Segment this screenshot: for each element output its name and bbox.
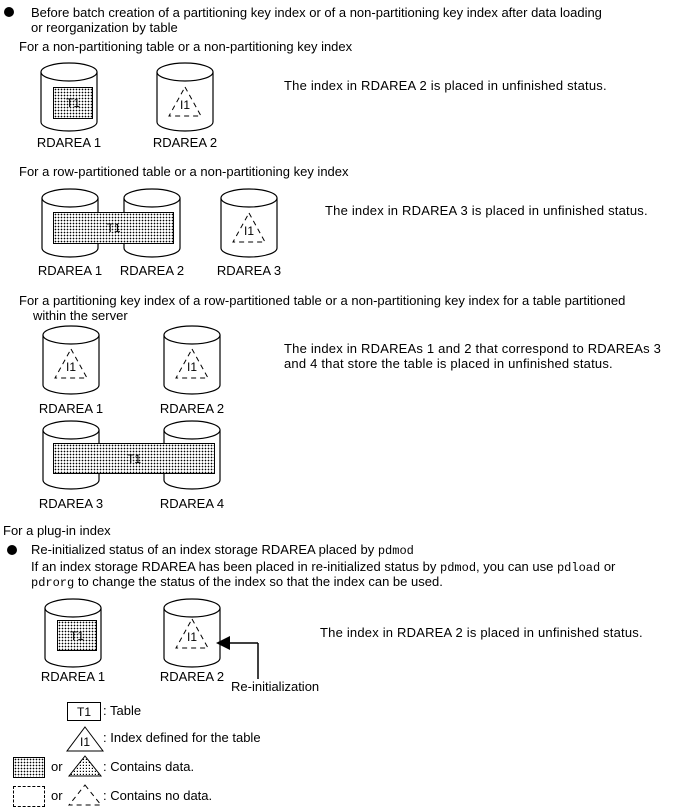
section3-caption-line2: within the server bbox=[33, 308, 128, 323]
table-box bbox=[57, 620, 97, 651]
index-triangle bbox=[174, 347, 210, 380]
table-box bbox=[53, 87, 93, 119]
rdarea-label: RDAREA 2 bbox=[159, 669, 225, 684]
index-triangle bbox=[167, 85, 203, 118]
re-initialization-arrow-icon bbox=[214, 633, 264, 681]
rdarea-label: RDAREA 1 bbox=[37, 263, 103, 278]
section3-note-line2: and 4 that store the table is placed in unfinished status. bbox=[284, 356, 613, 371]
legend-contains-no-data-text: : Contains no data. bbox=[103, 788, 213, 803]
index-triangle bbox=[53, 347, 89, 380]
legend-table-symbol bbox=[67, 702, 101, 721]
legend-or-text: or bbox=[51, 759, 63, 774]
rdarea-label: RDAREA 1 bbox=[40, 669, 106, 684]
plugin-heading: Re-initialized status of an index storage RDAREA placed by pdmod bbox=[31, 542, 414, 558]
arrow-label: Re-initialization bbox=[231, 679, 320, 694]
rdarea-label: RDAREA 1 bbox=[36, 135, 102, 150]
section2-caption: For a row-partitioned table or a non-partitioning key index bbox=[19, 164, 349, 179]
index-label: I1 bbox=[186, 360, 197, 374]
index-label: I1 bbox=[65, 360, 76, 374]
legend-dotted-triangle-symbol bbox=[67, 755, 103, 777]
rdarea-label: RDAREA 2 bbox=[119, 263, 185, 278]
index-triangle bbox=[231, 211, 267, 244]
legend-table-text: : Table bbox=[103, 703, 142, 718]
legend-or-text: or bbox=[51, 788, 63, 803]
legend-dotted-box-symbol bbox=[13, 757, 45, 778]
index-label: I1 bbox=[186, 630, 197, 644]
plugin-body-line2: pdrorg to change the status of the index so that the index can be used. bbox=[31, 574, 443, 590]
bullet1-line2: or reorganization by table bbox=[31, 20, 178, 35]
index-label: I1 bbox=[243, 224, 254, 238]
rdarea-label: RDAREA 4 bbox=[159, 496, 225, 511]
rdarea-label: RDAREA 1 bbox=[38, 401, 104, 416]
bullet-icon bbox=[4, 7, 14, 17]
rdarea-label: RDAREA 2 bbox=[152, 135, 218, 150]
legend-contains-data-text: : Contains data. bbox=[103, 759, 195, 774]
legend-index-text: : Index defined for the table bbox=[103, 730, 261, 745]
plugin-note: The index in RDAREA 2 is placed in unfinished status. bbox=[320, 625, 643, 640]
bullet1-line1: Before batch creation of a partitioning key index or of a non-partitioning key index after data loading bbox=[31, 5, 602, 20]
table-label: T1 bbox=[65, 96, 80, 110]
section2-note: The index in RDAREA 3 is placed in unfinished status. bbox=[325, 203, 648, 218]
section3-caption-line1: For a partitioning key index of a row-partitioned table or a non-partitioning key index for a table partitioned bbox=[19, 293, 626, 308]
plugin-body-line1: If an index storage RDAREA has been placed in re-initialized status by pdmod, you can use pdload or bbox=[31, 559, 616, 575]
table-box-spanning bbox=[53, 443, 215, 474]
legend-dashed-box-symbol bbox=[13, 786, 45, 807]
table-label: T1 bbox=[126, 451, 141, 466]
bullet-icon bbox=[7, 545, 17, 555]
legend-dashed-triangle-symbol bbox=[67, 784, 103, 806]
rdarea-label: RDAREA 3 bbox=[216, 263, 282, 278]
legend-table-symbol-label: T1 bbox=[76, 704, 91, 719]
legend-index-symbol bbox=[66, 726, 104, 752]
plugin-caption: For a plug-in index bbox=[3, 523, 111, 538]
rdarea-label: RDAREA 2 bbox=[159, 401, 225, 416]
section1-note: The index in RDAREA 2 is placed in unfinished status. bbox=[284, 78, 607, 93]
table-box-spanning bbox=[53, 212, 174, 244]
rdarea-label: RDAREA 3 bbox=[38, 496, 104, 511]
legend-index-symbol-label: I1 bbox=[79, 735, 90, 749]
index-label: I1 bbox=[179, 98, 190, 112]
section1-caption: For a non-partitioning table or a non-partitioning key index bbox=[19, 39, 353, 54]
table-label: T1 bbox=[106, 221, 121, 235]
section3-note-line1: The index in RDAREAs 1 and 2 that correspond to RDAREAs 3 bbox=[284, 341, 662, 356]
table-label: T1 bbox=[69, 628, 84, 643]
index-triangle bbox=[174, 617, 210, 650]
